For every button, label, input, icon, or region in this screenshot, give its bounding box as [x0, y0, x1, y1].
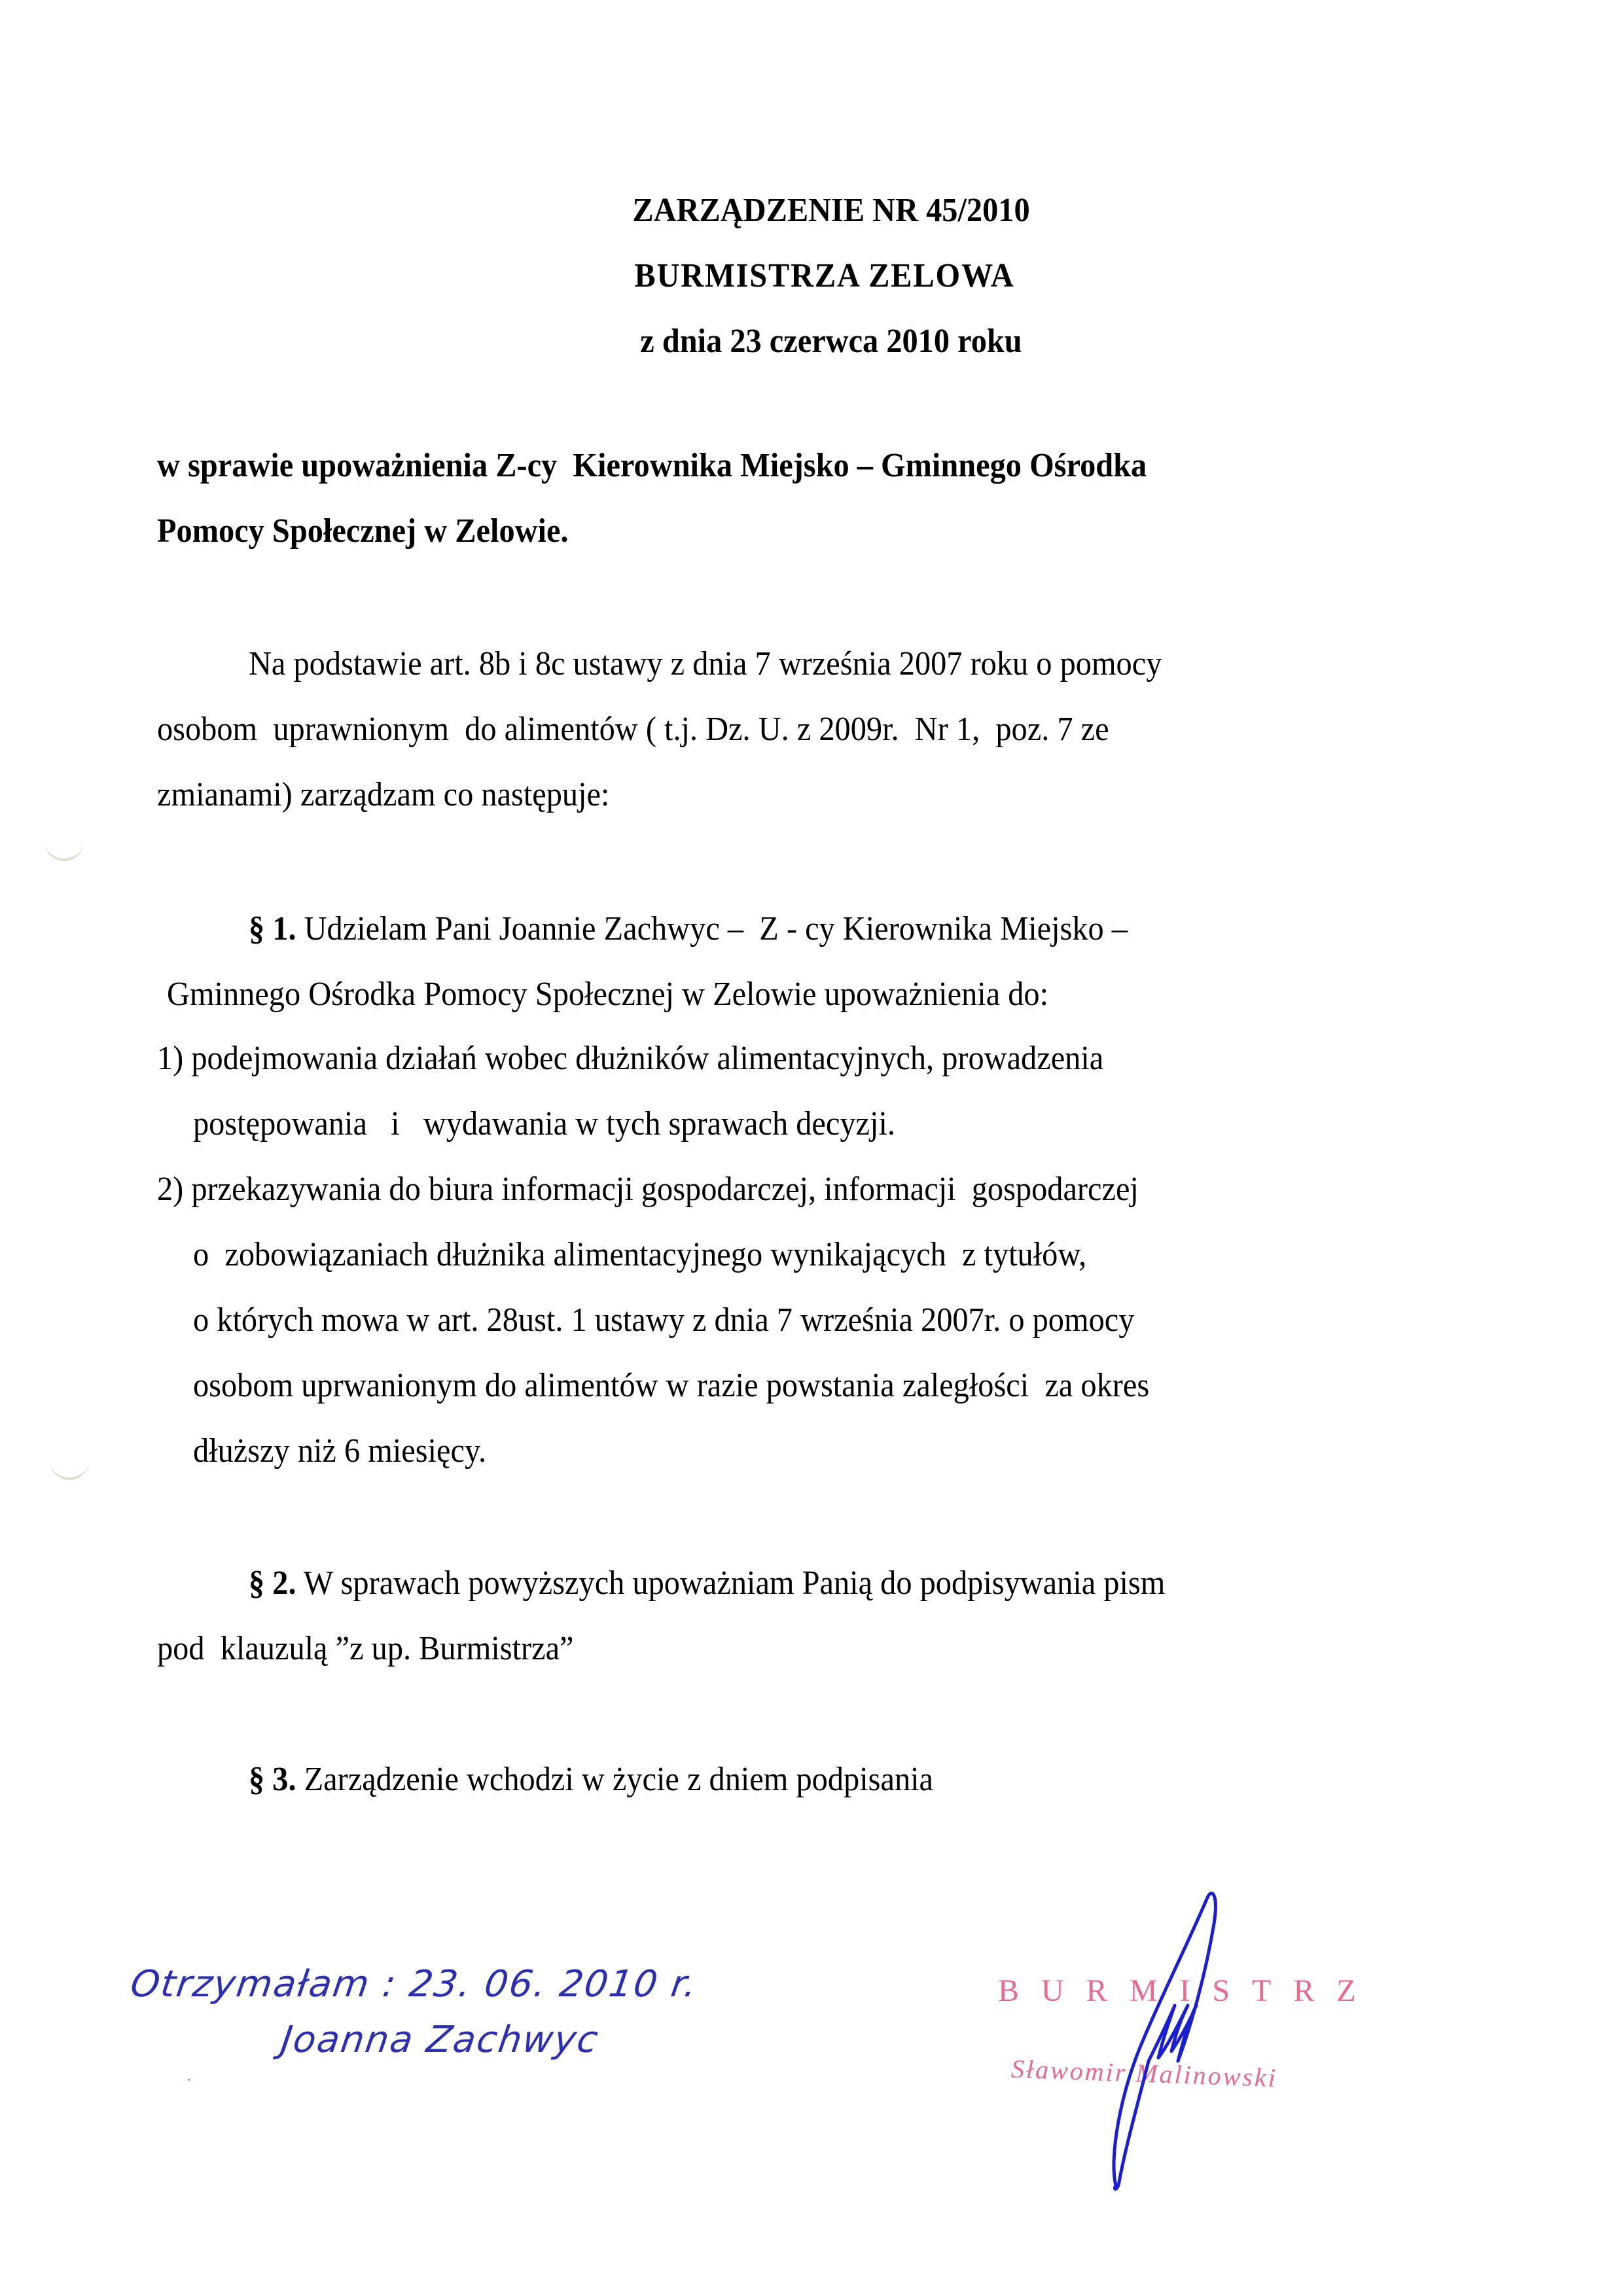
section-1-line [249, 910, 1128, 949]
section-3-text: Zarządzenie wchodzi w życie z dniem podpisania [296, 1761, 934, 1798]
punch-hole-mark [45, 839, 84, 861]
handwritten-recipient-signature: Joanna Zachwyc [278, 2019, 602, 2061]
section-3-line [249, 1760, 933, 1799]
section-2-line [249, 1564, 1165, 1603]
preamble-line: osobom uprawnionym do alimentów ( t.j. Dz. U. z 2009r. Nr 1, poz. 7 ze [157, 711, 1109, 748]
section-3-marker: § 3. [249, 1761, 296, 1798]
mayor-stamp-name: Sławomir Malinowski [1010, 2053, 1278, 2093]
section-2-text: W sprawach powyższych upoważniam Panią do podpisywania pism [296, 1564, 1166, 1602]
mayor-stamp-title: BURMISTRZ [998, 1973, 1378, 2008]
ink-dot [188, 2079, 190, 2081]
mayor-signature-icon [1073, 1884, 1296, 2192]
section-1-line: Gminnego Ośrodka Pomocy Społecznej w Zelowie upoważnienia do: [167, 976, 1049, 1013]
punch-hole-mark [50, 1458, 89, 1480]
list-item-2-continuation: o zobowiązaniach dłużnika alimentacyjnego wynikających z tytułów, [193, 1236, 1087, 1273]
subject-line: w sprawie upoważnienia Z-cy Kierownika Miejsko – Gminnego Ośrodka [157, 447, 1147, 484]
ordinance-date: z dnia 23 czerwca 2010 roku [640, 323, 1022, 360]
list-item-2-continuation: dłuższy niż 6 miesięcy. [193, 1432, 487, 1470]
preamble-line: Na podstawie art. 8b i 8c ustawy z dnia 7 września 2007 roku o pomocy [249, 645, 1162, 682]
list-item-2-continuation: o których mowa w art. 28ust. 1 ustawy z dnia 7 września 2007r. o pomocy [193, 1301, 1135, 1339]
section-2-marker: § 2. [249, 1564, 296, 1602]
ordinance-number-title: ZARZĄDZENIE NR 45/2010 [632, 192, 1030, 229]
section-1-text: Udzielam Pani Joannie Zachwyc – Z - cy Kierownika Miejsko – [296, 910, 1128, 947]
list-item-1-continuation: postępowania i wydawania w tych sprawach decyzji. [193, 1105, 895, 1142]
preamble-line: zmianami) zarządzam co następuje: [157, 776, 610, 813]
issuer-title: BURMISTRZA ZELOWA [634, 257, 1015, 294]
signature-stroke [1114, 1893, 1215, 2189]
handwritten-receipt-note: Otrzymałam : 23. 06. 2010 r. [128, 1963, 701, 2005]
section-2-line: pod klauzulą ”z up. Burmistrza” [157, 1630, 574, 1667]
section-1-marker: § 1. [249, 910, 296, 947]
subject-line: Pomocy Społecznej w Zelowie. [157, 512, 569, 550]
list-item-2-continuation: osobom uprwanionym do alimentów w razie powstania zaległości za okres [193, 1367, 1150, 1404]
list-item-1: 1) podejmowania działań wobec dłużników alimentacyjnych, prowadzenia [157, 1040, 1104, 1077]
list-item-2: 2) przekazywania do biura informacji gospodarczej, informacji gospodarczej [157, 1171, 1139, 1208]
